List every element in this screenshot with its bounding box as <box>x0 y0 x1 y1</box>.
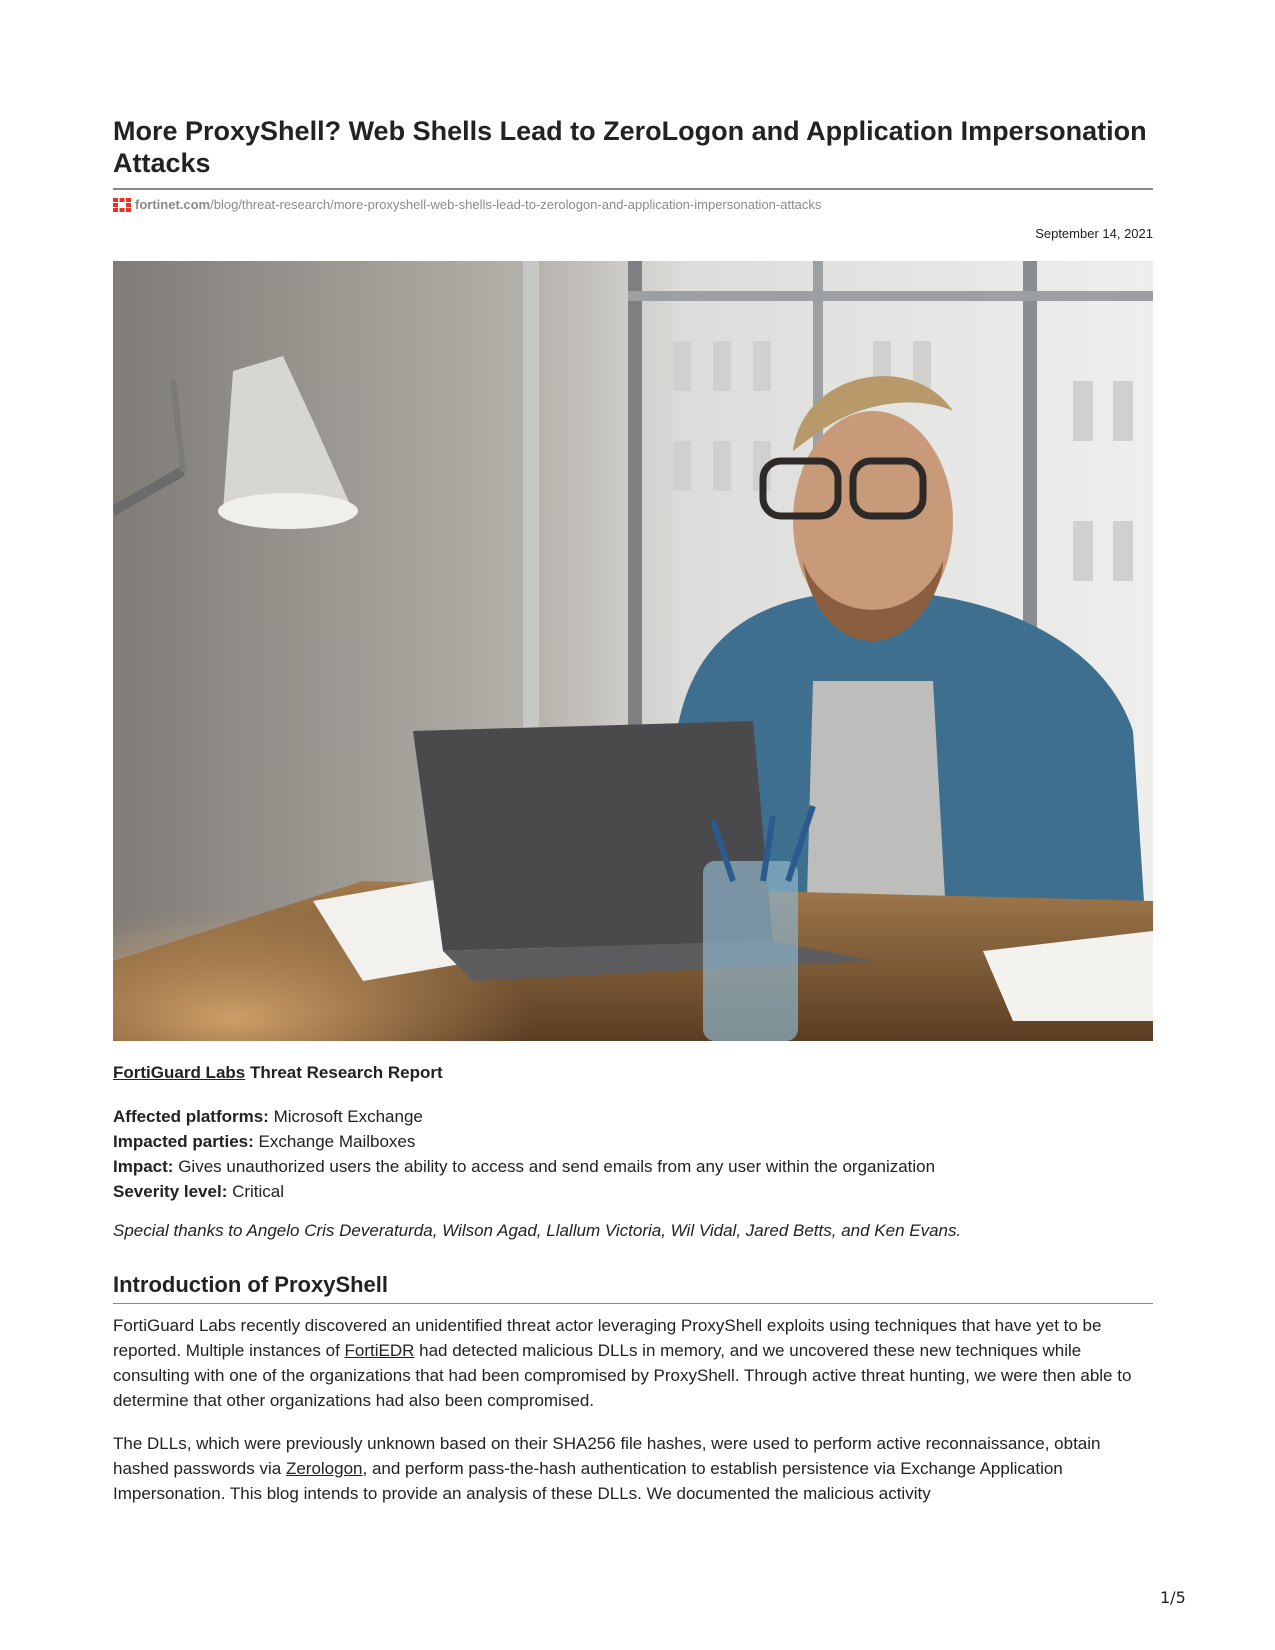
severity-row <box>113 1179 935 1204</box>
paragraph-1-text-b: had detected malicious DLLs in memory, and we uncovered these new techniques while consulting with one of the organizations that had been compromised by ProxyShell. Through active threat hunting, we were then able to determine that other organizations had also been compromised. <box>113 1341 1132 1410</box>
paragraph-2-text-b: , and perform pass-the-hash authentication to establish persistence via Exchange Application Impersonation. This blog intends to provide an analysis of these DLLs. We documented the malicious activity <box>113 1459 1063 1503</box>
hero-photo-man-at-laptop-icon <box>113 261 1153 1041</box>
severity-label: Severity level: <box>113 1182 228 1201</box>
zerologon-link[interactable]: Zerologon <box>285 1459 363 1478</box>
paragraph-2-text-a: The DLLs, which were previously unknown based on their SHA256 file hashes, were used to perform active reconnaissance, obtain hashed passwords via <box>113 1434 1101 1478</box>
hero-image <box>113 261 1153 1041</box>
report-label-text: Threat Research Report <box>245 1063 443 1082</box>
impacted-parties-value: Exchange Mailboxes <box>253 1132 416 1151</box>
title-divider <box>113 188 1153 190</box>
affected-platforms-value: Microsoft Exchange <box>268 1107 423 1126</box>
article-title: More ProxyShell? Web Shells Lead to ZeroLogon and Application Impersonation Attacks <box>113 116 1147 178</box>
section-divider <box>113 1303 1153 1304</box>
severity-value: Critical <box>227 1182 285 1201</box>
acknowledgements: Special thanks to Angelo Cris Deveraturda, Wilson Agad, Llallum Victoria, Wil Vidal, Jared Betts, and Ken Evans. <box>113 1221 962 1240</box>
impact-label: Impact: <box>113 1157 174 1176</box>
impact-value: Gives unauthorized users the ability to access and send emails from any user within the organization <box>173 1157 936 1176</box>
paragraph-1-text-a: FortiGuard Labs recently discovered an unidentified threat actor leveraging ProxyShell exploits using techniques that have yet to be reported. Multiple instances of <box>113 1316 1102 1360</box>
fortiedr-link[interactable]: FortiEDR <box>344 1341 415 1360</box>
metadata-block <box>113 1104 935 1204</box>
page-number: 1/5 <box>1160 1588 1186 1607</box>
section-heading: Introduction of ProxyShell <box>113 1272 389 1297</box>
impacted-parties-label: Impacted parties: <box>113 1132 254 1151</box>
source-domain: fortinet.com <box>135 197 211 212</box>
publish-date: September 14, 2021 <box>1035 226 1153 241</box>
impacted-parties-row <box>113 1129 935 1154</box>
source-url[interactable] <box>113 197 821 212</box>
affected-platforms-row <box>113 1104 935 1129</box>
report-label <box>113 1063 443 1083</box>
source-path: /blog/threat-research/more-proxyshell-web-shells-lead-to-zerologon-and-application-impersonation-attacks <box>210 197 822 212</box>
fortiguard-labs-link[interactable]: FortiGuard Labs <box>113 1063 246 1082</box>
paragraph-2 <box>113 1431 1153 1506</box>
fortinet-logo-icon <box>113 198 131 212</box>
affected-platforms-label: Affected platforms: <box>113 1107 269 1126</box>
impact-row <box>113 1154 935 1179</box>
paragraph-1 <box>113 1313 1153 1413</box>
